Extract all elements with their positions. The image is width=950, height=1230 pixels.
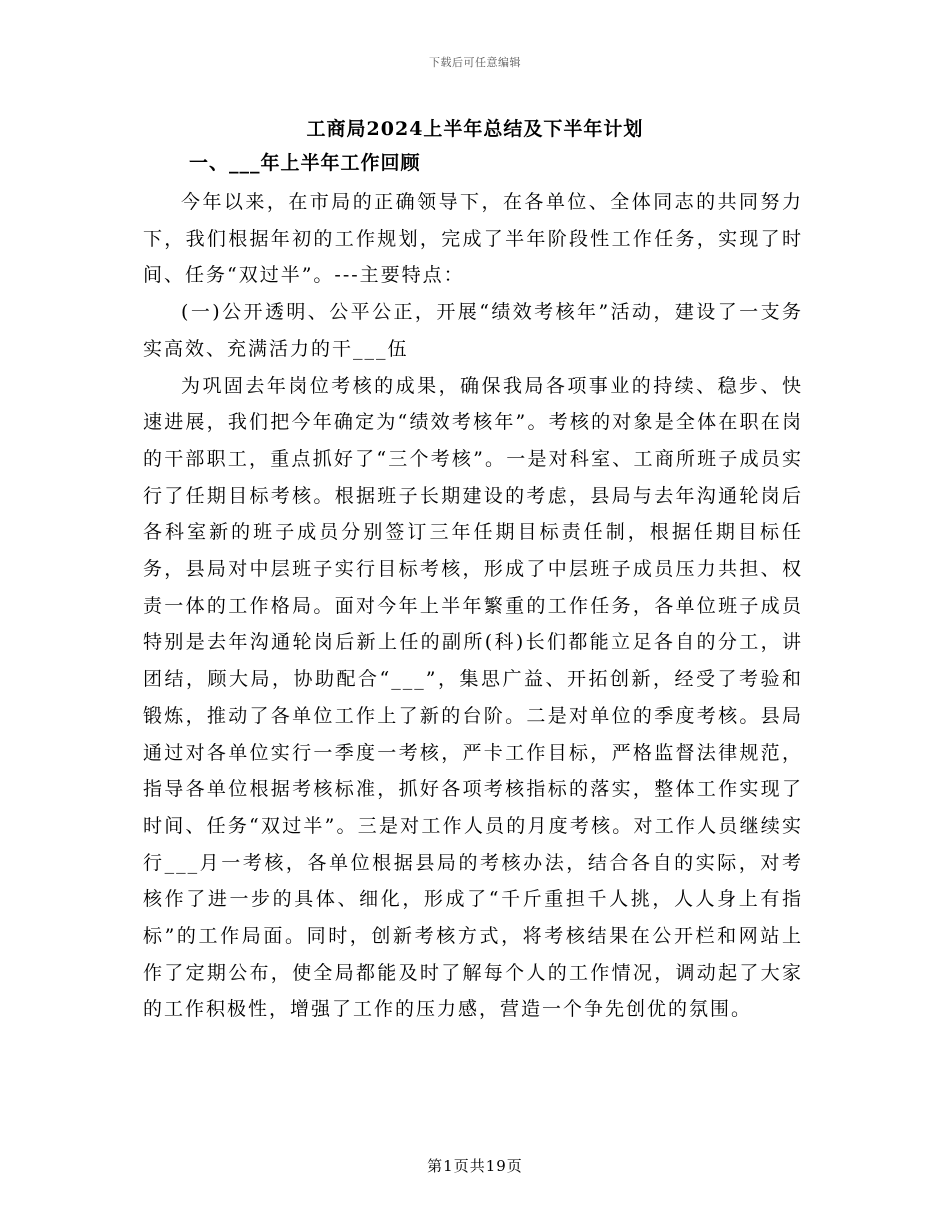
paragraph-subheading: (一)公开透明、公平公正，开展“绩效考核年”活动，建设了一支务实高效、充满活力的干___伍 [143, 301, 803, 360]
document-body [143, 184, 803, 1028]
paragraph-intro: 今年以来，在市局的正确领导下，在各单位、全体同志的共同努力下，我们根据年初的工作规划，完成了半年阶段性工作任务，实现了时间、任务“双过半”。---主要特点： [143, 191, 803, 287]
page-number: 第1页共19页 [427, 1157, 523, 1175]
paragraph-assessment: 为巩固去年岗位考核的成果，确保我局各项事业的持续、稳步、快速进展，我们把今年确定为“绩效考核年”。考核的对象是全体在职在岗的干部职工，重点抓好了“三个考核”。一是对科室、工商所班子成员实行了任期目标考核。根据班子长期建设的考虑，县局与去年沟通轮岗后各科室新的班子成员分别签订三年任期目标责任制，根据任期目标任务，县局对中层班子实行目标考核，形成了中层班子成员压力共担、权责一体的工作格局。面对今年上半年繁重的工作任务，各单位班子成员特别是去年沟通轮岗后新上任的副所(科)长们都能立足各自的分工，讲团结，顾大局，协助配合“___”，集思广益、开拓创新，经受了考验和锻炼，推动了各单位工作上了新的台阶。二是对单位的季度考核。县局通过对各单位实行一季度一考核，严卡工作目标，严格监督法律规范，指导各单位根据考核标准，抓好各项考核指标的落实，整体工作实现了时间、任务“双过半”。三是对工作人员的月度考核。对工作人员继续实行___月一考核，各单位根据县局的考核办法，结合各自的实际，对考核作了进一步的具体、细化，形成了“千斤重担千人挑，人人身上有指标”的工作局面。同时，创新考核方式，将考核结果在公开栏和网站上作了定期公布，使全局都能及时了解每个人的工作情况，调动起了大家的工作积极性，增强了工作的压力感，营造一个争先创优的氛围。 [143, 374, 803, 1021]
document-title: 工商局2024上半年总结及下半年计划 [306, 118, 644, 140]
section-heading: 一、___年上半年工作回顾 [189, 152, 421, 174]
header-note: 下载后可任意编辑 [429, 56, 521, 69]
